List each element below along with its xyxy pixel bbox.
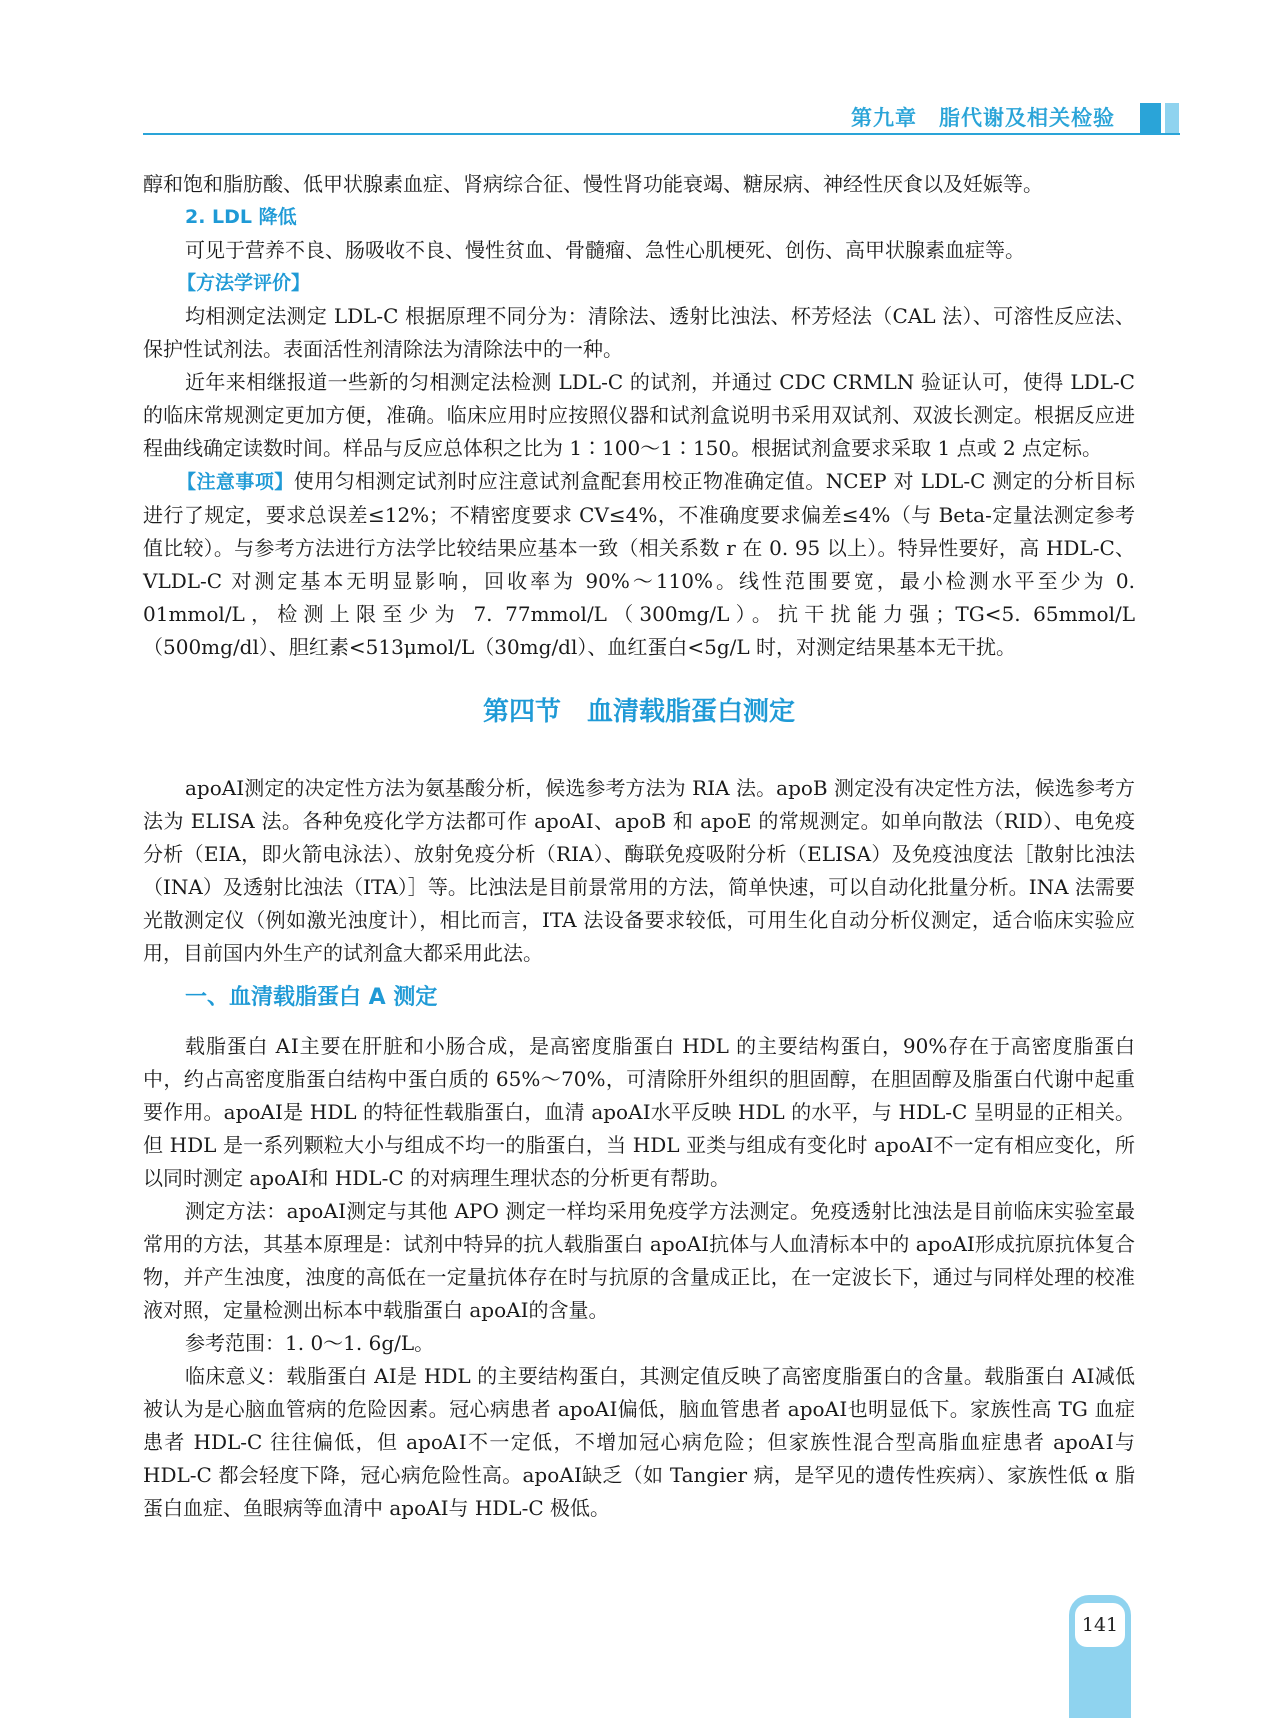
apoa-paragraph-2: 测定方法：apoAⅠ测定与其他 APO 测定一样均采用免疫学方法测定。免疫透射比浊法是目前临床实验室最常用的方法，其基本原理是：试剂中特异的抗人载脂蛋白 apoAⅠ抗体与人血清标本中的 apoAⅠ形成抗原抗体复合物，并产生浊度，浊度的高低在一定量抗体存在时与抗原的含量成正比，在一定波长下，通过与同样处理的校准液对照，定量检测出标本中载脂蛋白 apoAⅠ的含量。 <box>143 1199 1135 1322</box>
method-evaluation-paragraph-2: 近年来相继报道一些新的匀相测定法检测 LDL-C 的试剂，并通过 CDC CRMLN 验证认可，使得 LDL-C 的临床常规测定更加方便，准确。临床应用时应按照仪器和试剂盒说明书采用双试剂、双波长测定。根据反应进程曲线确定读数时间。样品与反应总体积之比为 1∶100～1∶150。根据试剂盒要求采取 1 点或 2 点定标。 <box>143 370 1135 460</box>
page-header <box>0 98 1275 138</box>
page-number-tab <box>1069 1595 1131 1718</box>
header-rule <box>143 133 1180 135</box>
page-number: 141 <box>1075 1603 1125 1647</box>
ldl-low-heading: 2. LDL 降低 <box>185 206 297 228</box>
header-accent-bar-light <box>1165 103 1179 133</box>
ldl-low-paragraph: 可见于营养不良、肠吸收不良、慢性贫血、骨髓瘤、急性心肌梗死、创伤、高甲状腺素血症等。 <box>185 238 1025 262</box>
apoa-paragraph-3: 参考范围：1. 0～1. 6g/L。 <box>185 1331 435 1355</box>
notes-heading: 【注意事项】 <box>177 471 294 493</box>
page-body <box>143 168 1135 1525</box>
section-title: 第四节 血清载脂蛋白测定 <box>482 697 795 727</box>
apoa-paragraph-4: 临床意义：载脂蛋白 AⅠ是 HDL 的主要结构蛋白，其测定值反映了高密度脂蛋白的含量。载脂蛋白 AⅠ减低被认为是心脑血管病的危险因素。冠心病患者 apoAⅠ偏低，脑血管患者 apoAⅠ也明显低下。家族性高 TG 血症患者 HDL-C 往往偏低，但 apoAⅠ不一定低，不增加冠心病危险；但家族性混合型高脂血症患者 apoAⅠ与 HDL-C 都会轻度下降，冠心病危险性高。apoAⅠ缺乏（如 Tangier 病，是罕见的遗传性疾病）、家族性低 α 脂蛋白血症、鱼眼病等血清中 apoAⅠ与 HDL-C 极低。 <box>143 1364 1135 1520</box>
header-accent-bar <box>1140 103 1161 133</box>
method-evaluation-heading: 【方法学评价】 <box>177 272 311 294</box>
notes-text: 使用匀相测定试剂时应注意试剂盒配套用校正物准确定值。NCEP 对 LDL-C 测定的分析目标进行了规定，要求总误差≤12%；不精密度要求 CV≤4%，不准确度要求偏差≤4%（与 Beta-定量法测定参考值比较）。与参考方法进行方法学比较结果应基本一致（相关系数 r 在 0. 95 以上）。特异性要好，高 HDL-C、VLDL-C 对测定基本无明显影响，回收率为 90%～110%。线性范围要宽，最小检测水平至少为 0. 01mmol/L，检测上限至少为 7. 77mmol/L（300mg/L）。抗干扰能力强；TG<5. 65mmol/L（500mg/dl）、胆红素<513μmol/L（30mg/dl）、血红蛋白<5g/L 时，对测定结果基本无干扰。 <box>143 469 1135 659</box>
notes-paragraph <box>143 465 1135 664</box>
apoa-paragraph-1: 载脂蛋白 AⅠ主要在肝脏和小肠合成，是高密度脂蛋白 HDL 的主要结构蛋白，90%存在于高密度脂蛋白中，约占高密度脂蛋白结构中蛋白质的 65%～70%，可清除肝外组织的胆固醇，在胆固醇及脂蛋白代谢中起重要作用。apoAⅠ是 HDL 的特征性载脂蛋白，血清 apoAⅠ水平反映 HDL 的水平，与 HDL-C 呈明显的正相关。但 HDL 是一系列颗粒大小与组成不均一的脂蛋白，当 HDL 亚类与组成有变化时 apoAⅠ不一定有相应变化，所以同时测定 apoAⅠ和 HDL-C 的对病理生理状态的分析更有帮助。 <box>143 1034 1135 1190</box>
method-evaluation-paragraph-1: 均相测定法测定 LDL-C 根据原理不同分为：清除法、透射比浊法、杯芳烃法（CAL 法）、可溶性反应法、保护性试剂法。表面活性剂清除法为清除法中的一种。 <box>143 304 1135 361</box>
subsection-title: 一、血清载脂蛋白 A 测定 <box>185 985 438 1010</box>
chapter-title: 第九章 脂代谢及相关检验 <box>851 106 1115 130</box>
section-intro-paragraph: apoAⅠ测定的决定性方法为氨基酸分析，候选参考方法为 RIA 法。apoB 测定没有决定性方法，候选参考方法为 ELISA 法。各种免疫化学方法都可作 apoAⅠ、apoB 和 apoE 的常规测定。如单向散法（RID）、电免疫分析（EIA，即火箭电泳法）、放射免疫分析（RIA）、酶联免疫吸附分析（ELISA）及免疫浊度法［散射比浊法（INA）及透射比浊法（ITA）］等。比浊法是目前景常用的方法，简单快速，可以自动化批量分析。INA 法需要光散测定仪（例如激光浊度计），相比而言，ITA 法设备要求较低，可用生化自动分析仪测定，适合临床实验应用，目前国内外生产的试剂盒大都采用此法。 <box>143 776 1135 965</box>
continued-paragraph: 醇和饱和脂肪酸、低甲状腺素血症、肾病综合征、慢性肾功能衰竭、糖尿病、神经性厌食以及妊娠等。 <box>143 172 1043 196</box>
